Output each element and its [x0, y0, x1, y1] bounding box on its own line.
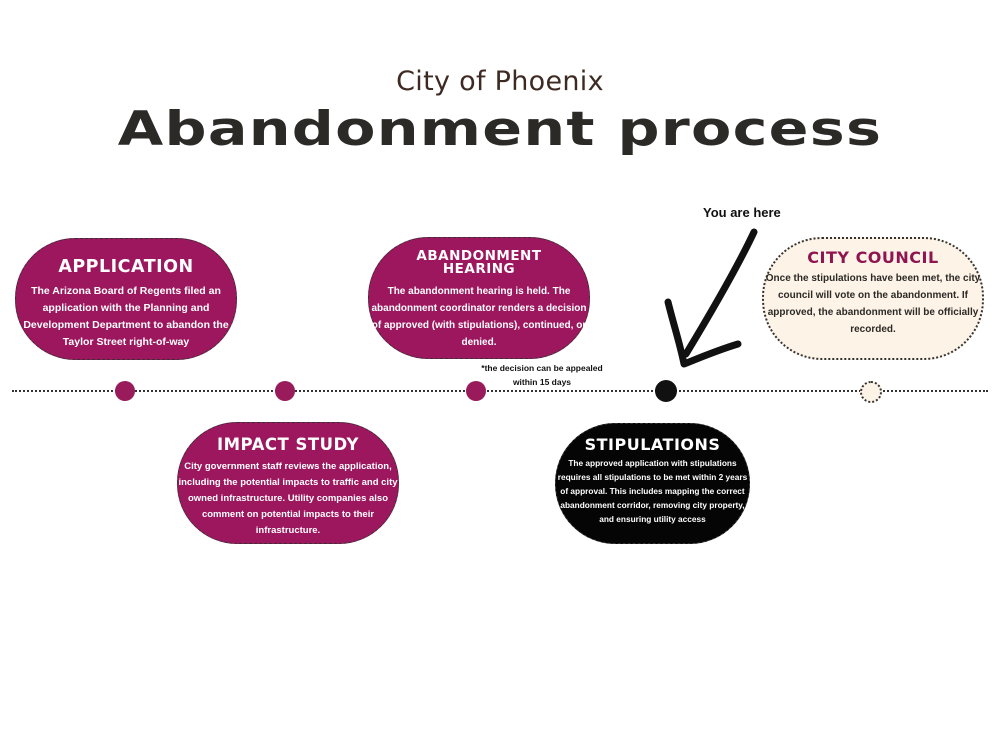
stage-title [369, 250, 589, 276]
stage-hearing [368, 237, 590, 359]
stage-body: The abandonment hearing is held. The abandonment coordinator renders a decision of approved (with stipulations), continued, or denied. [371, 286, 587, 348]
stage-title-line2: HEARING [442, 261, 516, 277]
timeline-dot-city-council [860, 381, 882, 403]
appeal-note: *the decision can be appealed within 15 days [481, 363, 603, 387]
stage-title: APPLICATION [58, 257, 194, 277]
timeline-dot-stipulations [655, 380, 677, 402]
stage-title: STIPULATIONS [584, 435, 721, 454]
stage-stipulations [555, 423, 750, 544]
stage-impact-study [177, 422, 399, 544]
stage-title-line1: ABANDONMENT [416, 248, 542, 264]
stage-body: Once the stipulations have been met, the city council will vote on the abandonment. If approved, the abandonment will be officially recorded. [765, 273, 981, 335]
stage-body: City government staff reviews the application, including the potential impacts to traffic and city owned infrastructure. Utility companies also comment on potential impacts to their infrastructure. [178, 460, 398, 536]
stage-body: The approved application with stipulations requires all stipulations to be met within 2 years of approval. This includes mapping the correct abandonment corridor, removing city property, and ensuring utility access [557, 458, 748, 524]
subtitle: City of Phoenix [396, 66, 604, 97]
stage-title: CITY COUNCIL [807, 248, 939, 267]
timeline-dot-application [115, 381, 135, 401]
you-are-here-arrow-icon [660, 226, 770, 376]
stage-application [15, 238, 237, 360]
stage-city-council [762, 237, 984, 360]
timeline-line [12, 390, 988, 392]
stage-body: The Arizona Board of Regents filed an application with the Planning and Development Department to abandon the Taylor Street right-of-way [23, 284, 229, 348]
timeline-dot-impact-study [275, 381, 295, 401]
page-title: Abandonment process [117, 102, 883, 157]
stage-title: IMPACT STUDY [217, 435, 359, 454]
you-are-here-label: You are here [703, 205, 781, 220]
